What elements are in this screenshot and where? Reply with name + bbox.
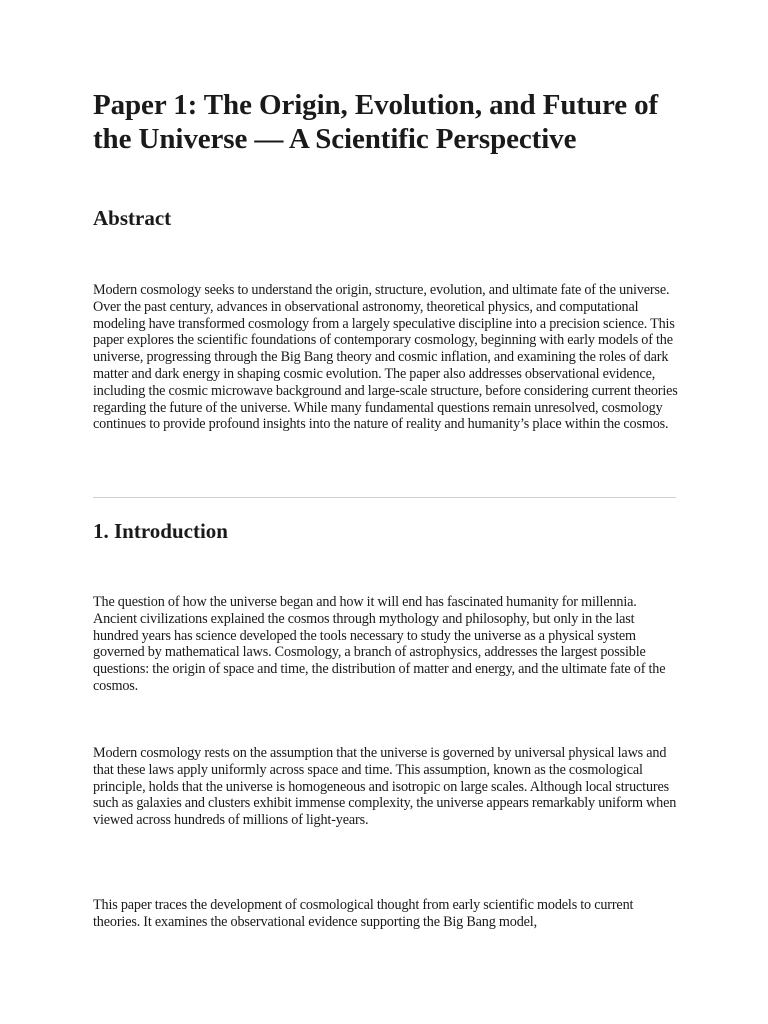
abstract-paragraph: Modern cosmology seeks to understand the origin, structure, evolution, and ultimate fate of the universe. Over the past century, advances in observational astronomy, theoretical physics, and computational modeling have transformed cosmology from a largely speculative discipline into a precision science. This paper explores the scientific foundations of contemporary cosmology, beginning with early models of the universe, progressing through the Big Bang theory and cosmic inflation, and examining the roles of dark matter and dark energy in shaping cosmic evolution. The paper also addresses observational evidence, including the cosmic microwave background and large-scale structure, before considering current theories regarding the future of the universe. While many fundamental questions remain unresolved, cosmology continues to provide profound insights into the nature of reality and humanity’s place within the cosmos. xyxy=(93,282,678,433)
abstract-heading: Abstract xyxy=(93,206,172,230)
introduction-paragraph-3: This paper traces the development of cosmological thought from early scientific models to current theories. It examines the observational evidence supporting the Big Bang model, xyxy=(93,897,634,930)
introduction-heading: 1. Introduction xyxy=(93,519,228,543)
introduction-paragraph-1: The question of how the universe began and how it will end has fascinated humanity for millennia. Ancient civilizations explained the cosmos through mythology and philosophy, but only in the last hundred years has science developed the tools necessary to study the universe as a physical system governed by mathematical laws. Cosmology, a branch of astrophysics, addresses the largest possible questions: the origin of space and time, the distribution of matter and energy, and the ultimate fate of the cosmos. xyxy=(93,594,666,694)
introduction-paragraph-2: Modern cosmology rests on the assumption that the universe is governed by universal physical laws and that these laws apply uniformly across space and time. This assumption, known as the cosmological principle, holds that the universe is homogeneous and isotropic on large scales. Although local structures such as galaxies and clusters exhibit immense complexity, the universe appears remarkably uniform when viewed across hundreds of millions of light-years. xyxy=(93,745,677,829)
paper-title: Paper 1: The Origin, Evolution, and Future of the Universe — A Scientific Perspective xyxy=(93,89,659,155)
section-divider xyxy=(93,497,676,498)
